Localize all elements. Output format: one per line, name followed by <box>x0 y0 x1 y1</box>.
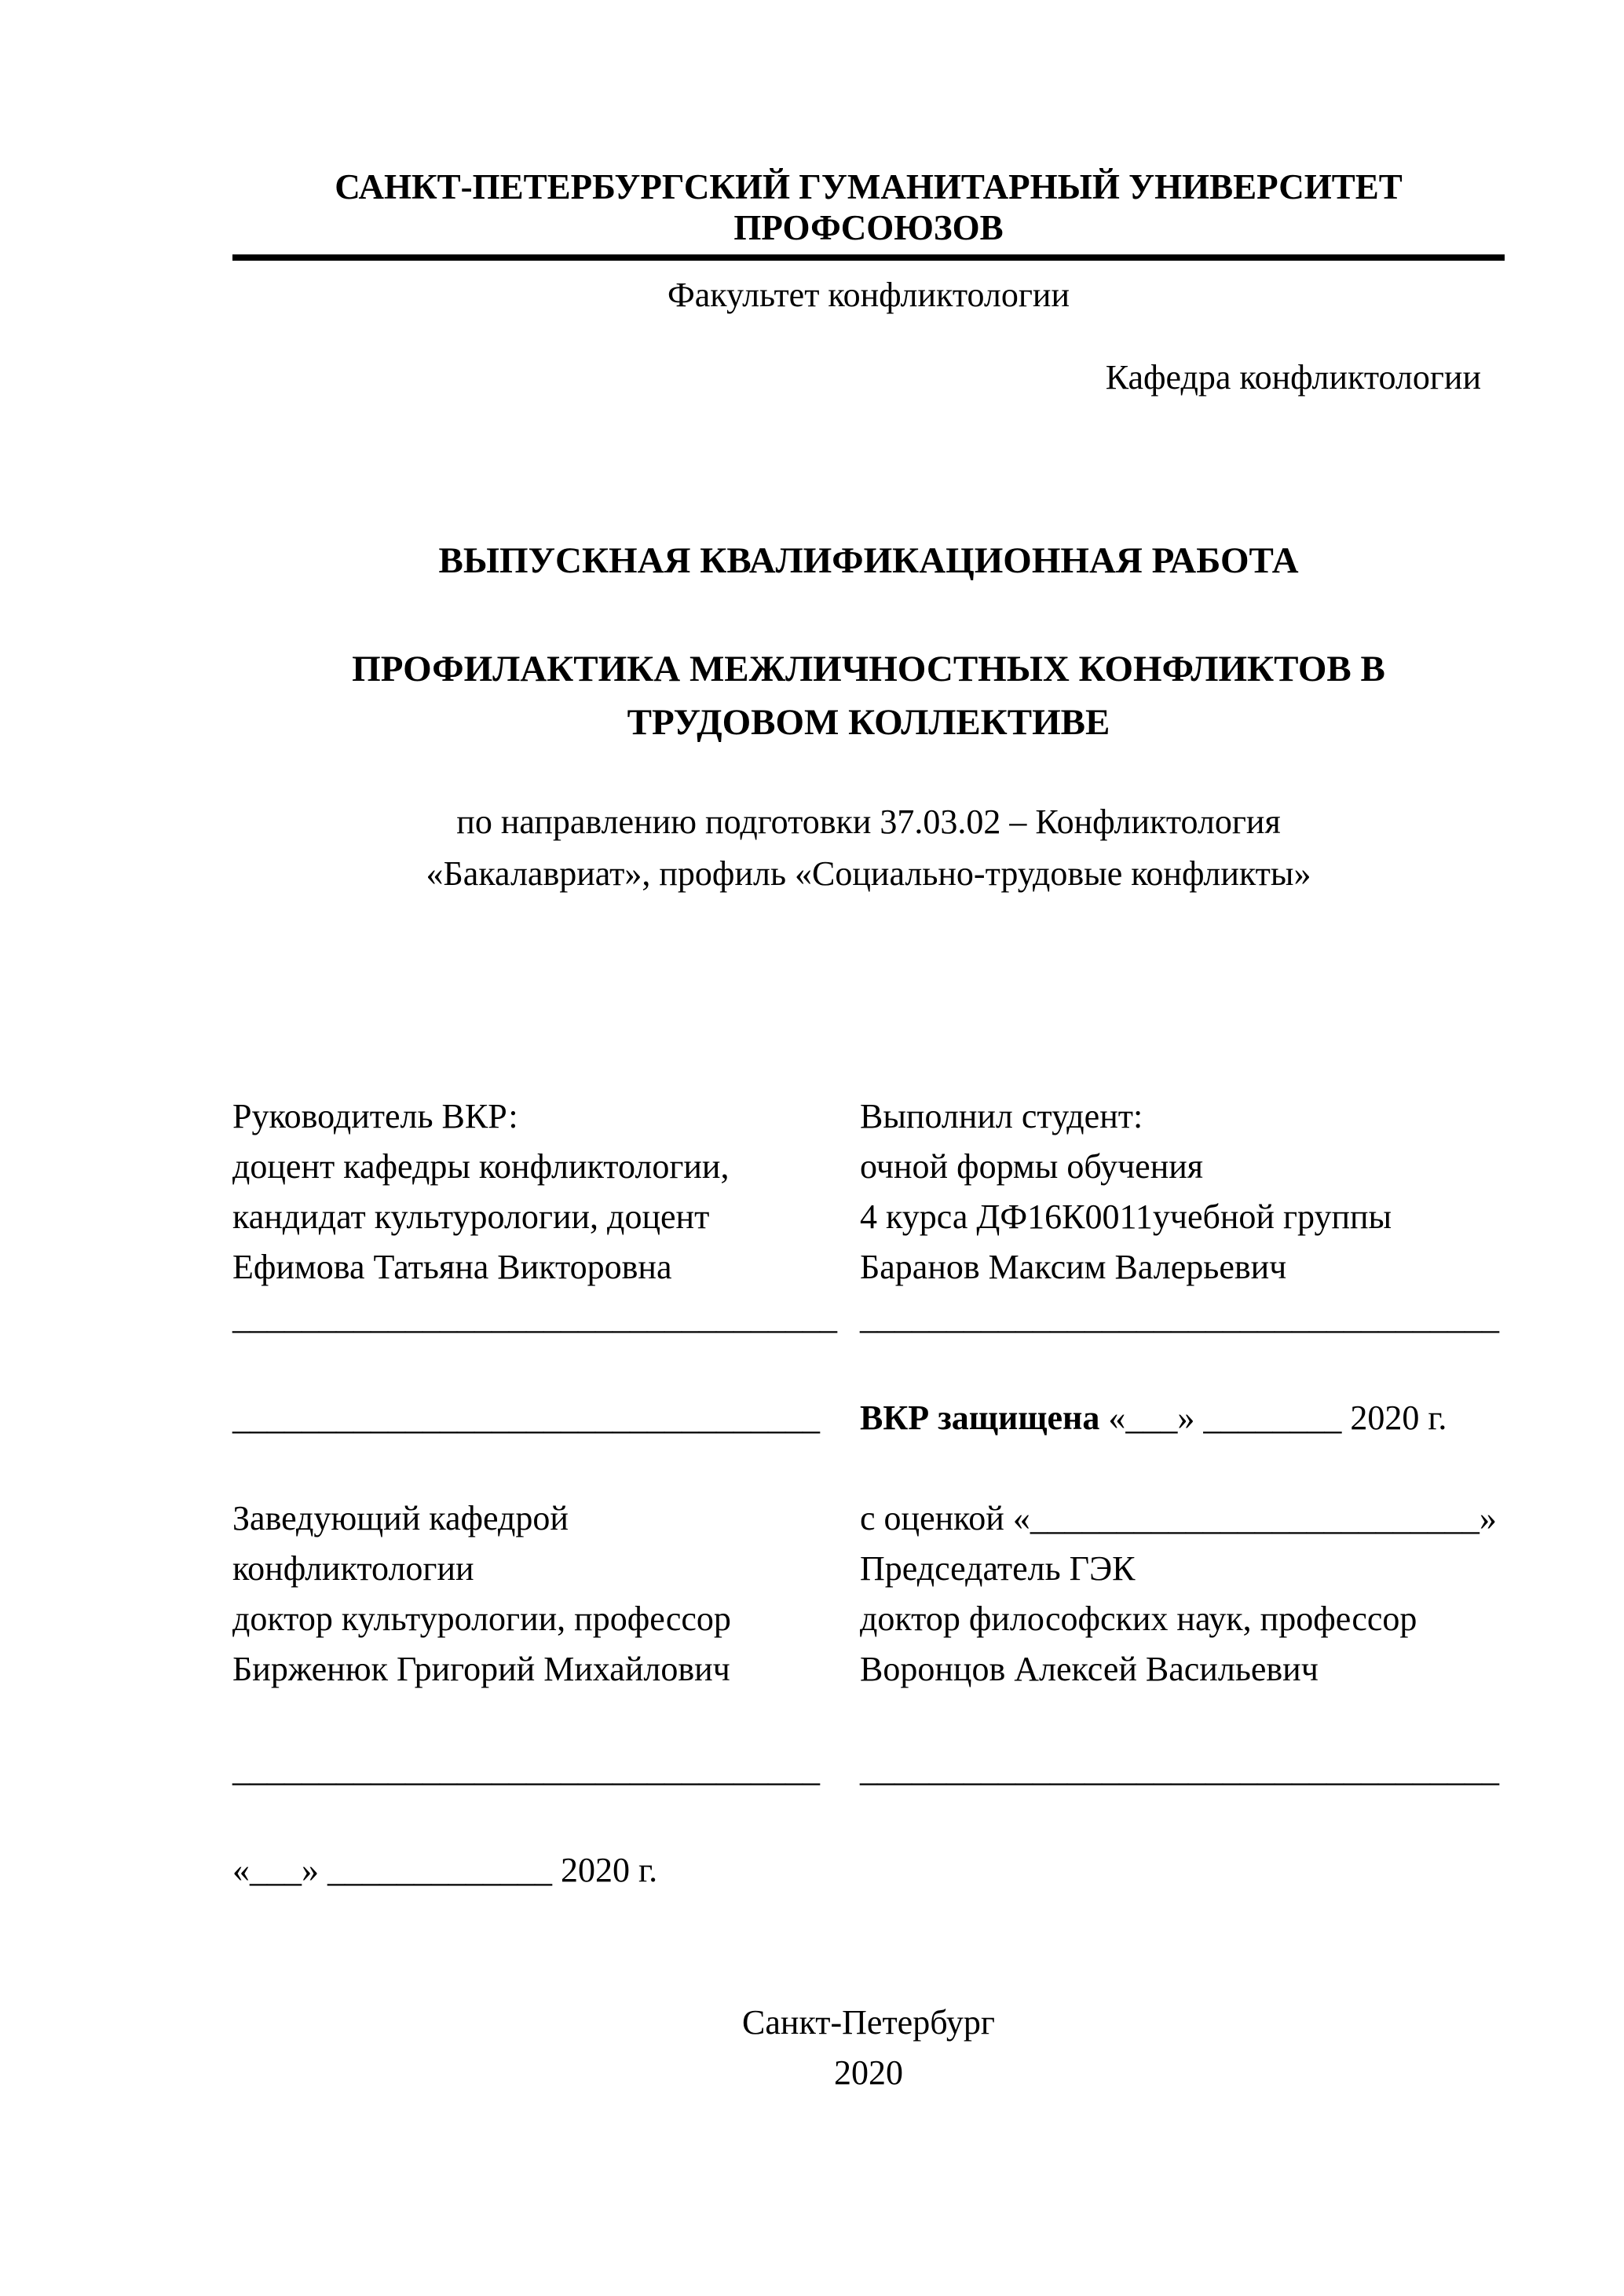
grade-line: с оценкой «__________________________» <box>860 1499 1497 1537</box>
supervisor-role-label: Руководитель ВКР: <box>232 1097 518 1135</box>
head-name: Бирженюк Григорий Михайлович <box>232 1650 730 1688</box>
program-direction-line: по направлению подготовки 37.03.02 – Конфликтология <box>456 803 1281 841</box>
gek-chairman-label: Председатель ГЭК <box>860 1549 1136 1588</box>
thesis-title-line-1: ПРОФИЛАКТИКА МЕЖЛИЧНОСТНЫХ КОНФЛИКТОВ В <box>352 649 1385 689</box>
thesis-title <box>232 642 1505 749</box>
spacer-row <box>860 1443 1505 1493</box>
chairman-name: Воронцов Алексей Васильевич <box>860 1650 1319 1688</box>
supervisor-position-line-2: кандидат культурологии, доцент <box>232 1197 710 1236</box>
student-info-line-1: очной формы обучения <box>860 1147 1204 1186</box>
spacer-row <box>860 1845 1505 1896</box>
head-signature-line: __________________________________ <box>232 1750 820 1789</box>
spacer-row <box>860 1343 1505 1393</box>
supervisor-signature-line: ___________________________________ <box>232 1298 837 1336</box>
student-name: Баранов Максим Валерьевич <box>860 1248 1287 1286</box>
chairman-position-line: доктор философских наук, профессор <box>860 1600 1417 1638</box>
program-profile-line: «Бакалавриат», профиль «Социально-трудовые конфликты» <box>426 854 1311 893</box>
spacer-row <box>232 1443 837 1493</box>
supervisor-name: Ефимова Татьяна Викторовна <box>232 1248 672 1286</box>
student-info-line-2: 4 курса ДФ16К0011учебной группы <box>860 1197 1392 1236</box>
defense-status-label: ВКР защищена <box>860 1398 1100 1437</box>
head-position-line: доктор культурологии, профессор <box>232 1600 731 1638</box>
head-role-line-1: Заведующий кафедрой <box>232 1499 569 1537</box>
spacer-row <box>232 1343 837 1393</box>
chairman-signature-line: _____________________________________ <box>860 1750 1499 1789</box>
spacer-row <box>232 1695 837 1745</box>
student-role-label: Выполнил студент: <box>860 1097 1143 1135</box>
department-name: Кафедра конфликтологии <box>1105 358 1481 397</box>
work-type-heading: ВЫПУСКНАЯ КВАЛИФИКАЦИОННАЯ РАБОТА <box>438 540 1299 581</box>
university-name: САНКТ-ПЕТЕРБУРГСКИЙ ГУМАНИТАРНЫЙ УНИВЕРСИТЕТ ПРОФСОЮЗОВ <box>232 166 1505 261</box>
signature-block <box>232 1091 1505 1896</box>
year-label: 2020 <box>834 2053 903 2092</box>
head-date-line: «___» _____________ 2020 г. <box>232 1851 658 1889</box>
defense-date-blank: «___» ________ 2020 г. <box>1099 1398 1447 1437</box>
head-role-line-2: конфликтологии <box>232 1549 474 1588</box>
thesis-title-line-2: ТРУДОВОМ КОЛЛЕКТИВЕ <box>627 702 1110 743</box>
student-signature-line: _____________________________________ <box>860 1298 1499 1336</box>
spacer-row <box>860 1795 1505 1845</box>
program-block <box>232 796 1505 900</box>
city-name: Санкт-Петербург <box>742 2003 995 2042</box>
defense-status-line <box>860 1393 1505 1443</box>
faculty-name: Факультет конфликтологии <box>667 276 1070 314</box>
spacer-row <box>232 1795 837 1845</box>
extra-signature-line: __________________________________ <box>232 1398 820 1437</box>
spacer-row <box>860 1695 1505 1745</box>
supervisor-position-line-1: доцент кафедры конфликтологии, <box>232 1147 730 1186</box>
